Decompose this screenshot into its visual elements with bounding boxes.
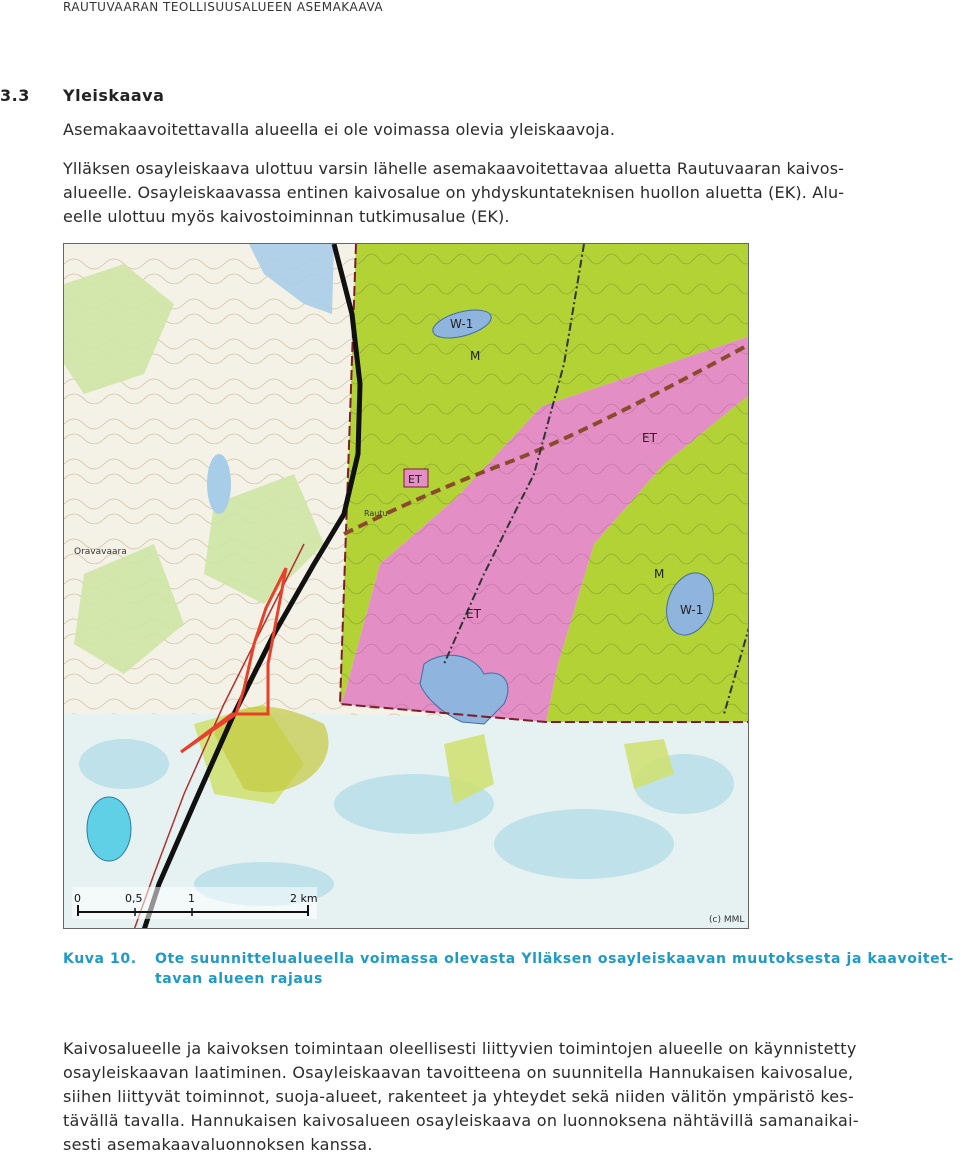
paragraph-line: Kaivosalueelle ja kaivoksen toimintaan oleellisesti liittyvien toimintojen alueelle on käynnistetty	[63, 1039, 857, 1058]
caption-text	[155, 949, 958, 989]
paragraph-line: alueelle. Osayleiskaavassa entinen kaivosalue on yhdyskuntateknisen huollon aluetta (EK). Alu-	[63, 183, 845, 202]
paragraph-line: tävällä tavalla. Hannukaisen kaivosalueen osayleiskaava on luonnoksena nähtävillä samanaikai-	[63, 1111, 859, 1130]
paragraph-line: sesti asemakaavaluonnoksen kanssa.	[63, 1135, 373, 1154]
paragraph-yllas	[63, 157, 953, 229]
label-w1-east: W-1	[680, 603, 704, 617]
paragraph-line: osayleiskaavan laatiminen. Osayleiskaavan tavoitteena on suunnitella Hannukaisen kaivosalue,	[63, 1063, 854, 1082]
running-header: RAUTUVAARAN TEOLLISUUSALUEEN ASEMAKAAVA	[63, 0, 384, 14]
map-copyright: (c) MML	[709, 915, 745, 925]
label-et-right: ET	[642, 431, 657, 445]
label-et-center: ET	[466, 607, 481, 621]
map-graphic	[64, 244, 749, 929]
caption-line: tavan alueen rajaus	[155, 971, 323, 987]
label-w1-north: W-1	[450, 317, 474, 331]
scale-tick-0: 0	[74, 892, 81, 905]
lake-southwest	[87, 797, 131, 861]
label-m-east: M	[654, 567, 665, 581]
section-heading	[0, 86, 164, 105]
caption-label: Kuva 10.	[63, 951, 137, 967]
section-title: Yleiskaava	[63, 86, 165, 105]
label-oravavaara: Oravavaara	[74, 547, 127, 557]
paragraph-line: Ylläksen osayleiskaava ulottuu varsin lähelle asemakaavoitettavaa aluetta Rautuvaaran kaivos-	[63, 159, 845, 178]
pond-oravalampi	[207, 454, 231, 514]
section-number: 3.3	[0, 86, 30, 105]
caption-line: Ote suunnittelualueella voimassa olevasta Ylläksen osayleiskaavan muutoksesta ja kaavoitet-	[155, 951, 954, 967]
paragraph-line: siihen liittyvät toiminnot, suoja-alueet, rakenteet ja yhteydet sekä niiden välitön ympäristö kes-	[63, 1087, 854, 1106]
paragraph-line: Asemakaavoitettavalla alueella ei ole voimassa olevia yleiskaavoja.	[63, 120, 616, 139]
scale-tick-2km: 2 km	[290, 892, 318, 905]
plan-map	[63, 243, 749, 929]
label-rautu: Rautu	[364, 509, 388, 518]
paragraph-intro	[63, 118, 953, 142]
paragraph-osayleiskaava	[63, 1037, 953, 1157]
paragraph-line: eelle ulottuu myös kaivostoiminnan tutkimusalue (EK).	[63, 207, 510, 226]
scale-tick-1: 1	[188, 892, 195, 905]
label-m-north: M	[470, 349, 481, 363]
scale-bar	[72, 887, 318, 919]
label-et-box: ET	[408, 473, 422, 486]
scale-tick-05: 0,5	[125, 892, 143, 905]
